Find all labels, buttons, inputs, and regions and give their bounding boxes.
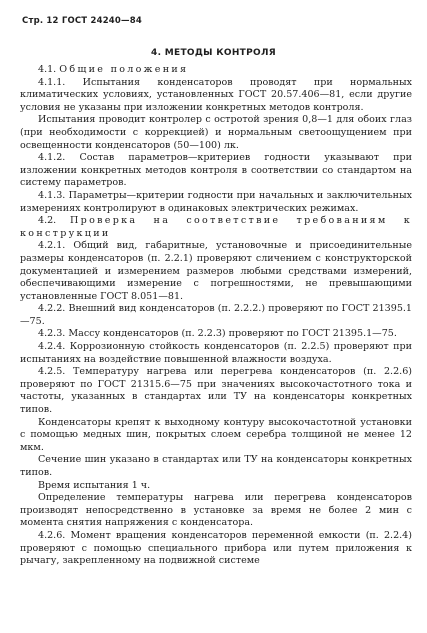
section-title: 4. МЕТОДЫ КОНТРОЛЯ bbox=[151, 48, 276, 58]
subsection-heading: Проверка на соответствие требованиям к конструкции bbox=[20, 215, 412, 239]
paragraph: 4.1.2. Состав параметров—критериев годности указывают при изложении конкретных методов контроля в соответствии со стандартом на систему параметров. bbox=[20, 152, 412, 189]
document-body bbox=[20, 64, 412, 568]
page-header: Стр. 12 ГОСТ 24240—84 bbox=[22, 16, 142, 26]
paragraph: 4.2.4. Коррозионную стойкость конденсаторов (п. 2.2.5) проверяют при испытаниях на воздействие повышенной влажности воздуха. bbox=[20, 341, 412, 365]
paragraph-number: 4.2. bbox=[38, 215, 71, 227]
paragraph: 4.2.2. Внешний вид конденсаторов (п. 2.2.2.) проверяют по ГОСТ 21395.1—75. bbox=[20, 303, 412, 327]
paragraph: 4.2.3. Массу конденсаторов (п. 2.2.3) проверяют по ГОСТ 21395.1—75. bbox=[38, 328, 397, 340]
paragraph: 4.1.3. Параметры—критерии годности при начальных и заключительных измерениях контролируют в одинаковых электрических режимах. bbox=[20, 189, 412, 214]
paragraph bbox=[20, 64, 412, 77]
paragraph: Определение температуры нагрева или перегрева конденсаторов производят непосредственно в установке за время не более 2 мин с момента снятия напряжения с конденсатора. bbox=[20, 492, 412, 529]
paragraph: 4.2.5. Температуру нагрева или перегрева конденсаторов (п. 2.2.6) проверяют по ГОСТ 21315.6—75 при значениях высокочастотного тока и частоты, указанных в стандартах или ТУ на конденсаторы конкретных типов. bbox=[20, 366, 412, 416]
paragraph bbox=[20, 215, 412, 240]
paragraph: Сечение шин указано в стандартах или ТУ на конденсаторы конкретных типов. bbox=[20, 454, 412, 478]
paragraph-number: 4.1. bbox=[38, 64, 60, 75]
paragraph: Время испытания 1 ч. bbox=[38, 479, 151, 491]
subsection-heading: Общие положения bbox=[59, 64, 189, 75]
paragraph: 4.1.1. Испытания конденсаторов проводят при нормальных климатических условиях, установленных ГОСТ 20.57.406—81, если другие условия не указаны при изложении конкретных методов контроля. bbox=[20, 76, 412, 113]
paragraph: 4.2.6. Момент вращения конденсаторов переменной емкости (п. 2.2.4) проверяют с помощью специального прибора или путем приложения к рычагу, закрепленному на подвижной системе bbox=[20, 529, 412, 567]
paragraph: Испытания проводит контролер с остротой зрения 0,8—1 для обоих глаз (при необходимости с коррекцией) и нормальным светоощущением при освещенности конденсаторов (50—100) лк. bbox=[20, 114, 412, 151]
paragraph: Конденсаторы крепят к выходному контуру высокочастотной установки с помощью медных шин, покрытых слоем серебра толщиной не менее 12 мкм. bbox=[20, 416, 412, 453]
paragraph: 4.2.1. Общий вид, габаритные, установочные и присоединительные размеры конденсаторов (п. 2.2.1) проверяют сличением с конструкторской документацией и измерением размеров любыми средствами измерений, обеспечивающими измерение с погрешностями, не превышающими установленные ГОСТ 8.051—81. bbox=[20, 240, 412, 302]
